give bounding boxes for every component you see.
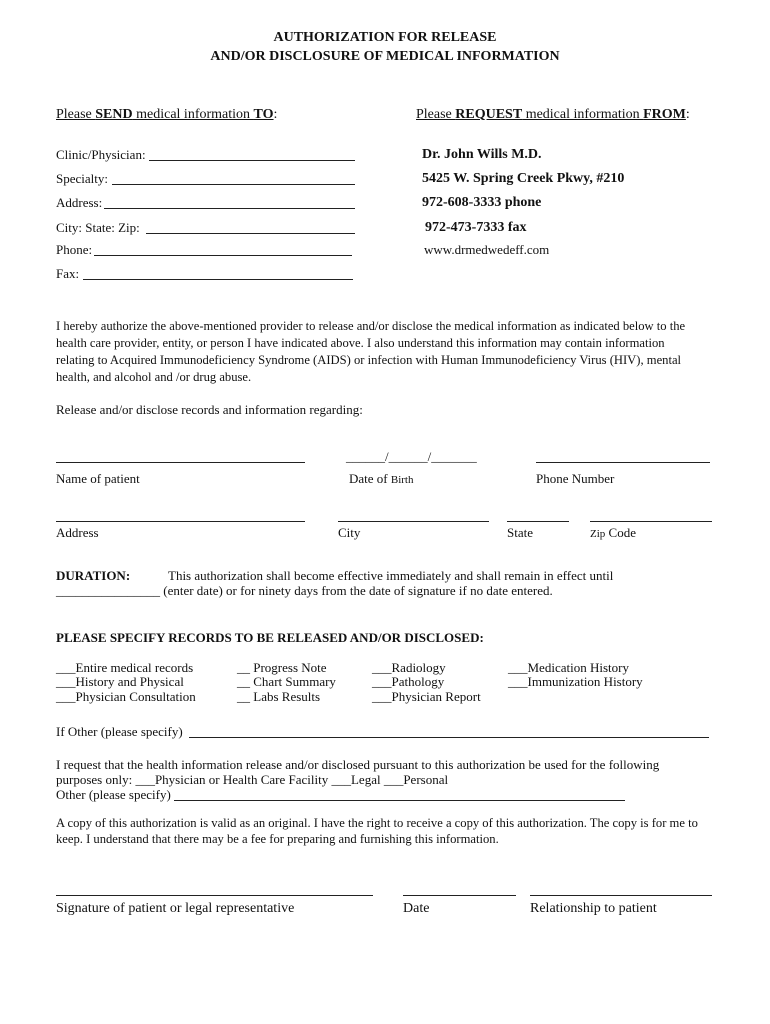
purpose-other-field[interactable] — [174, 800, 625, 801]
purpose-text-line-1: I request that the health information release and/or disclosed pursuant to this authorization be used for the following — [56, 757, 660, 772]
purpose-other-label: Other (please specify) — [56, 787, 171, 802]
patient-address-field[interactable] — [56, 521, 305, 522]
record-option-entire-medical-records[interactable]: ___Entire medical records — [56, 660, 194, 675]
patient-state-field[interactable] — [507, 521, 569, 522]
release-regarding-text: Release and/or disclose records and information regarding: — [56, 402, 363, 417]
form-title-line-2: AND/OR DISCLOSURE OF MEDICAL INFORMATION — [210, 49, 560, 64]
records-heading: PLEASE SPECIFY RECORDS TO BE RELEASED AND/OR DISCLOSED: — [56, 630, 484, 645]
relationship-field[interactable] — [530, 895, 712, 896]
provider-website: www.drmedwedeff.com — [424, 242, 550, 257]
provider-phone: 972-608-3333 phone — [422, 195, 542, 210]
specialty-field[interactable] — [112, 184, 355, 185]
other-records-label: If Other (please specify) — [56, 724, 183, 739]
patient-address-label: Address — [56, 525, 99, 540]
city-state-zip-label: City: State: Zip: — [56, 220, 140, 235]
other-records-field[interactable] — [189, 737, 709, 738]
record-option-physician-consultation[interactable]: ___Physician Consultation — [56, 689, 196, 704]
patient-city-label: City — [338, 525, 361, 540]
record-option-labs-results[interactable]: __ Labs Results — [237, 689, 321, 704]
record-option-immunization-history[interactable]: ___Immunization History — [508, 674, 643, 689]
specialty-label: Specialty: — [56, 171, 108, 186]
patient-state-label: State — [507, 525, 533, 540]
fax-field[interactable] — [83, 279, 353, 280]
patient-zip-field[interactable] — [590, 521, 712, 522]
provider-address: 5425 W. Spring Creek Pkwy, #210 — [422, 171, 625, 186]
patient-zip-label: Zip Code — [590, 525, 636, 540]
signature-date-label: Date — [403, 901, 430, 916]
purpose-options[interactable]: purposes only: ___Physician or Health Care Facility ___Legal ___Personal — [56, 772, 449, 787]
send-to-heading: Please SEND medical information TO: — [56, 107, 278, 122]
signature-date-field[interactable] — [403, 895, 516, 896]
duration-text-line-1: This authorization shall become effective immediately and shall remain in effect until — [168, 568, 614, 583]
provider-name: Dr. John Wills M.D. — [422, 147, 542, 162]
authorization-paragraph: I hereby authorize the above-mentioned provider to release and/or disclose the medical information as indicated below to the health care provider, entity, or person I have indicated above. I also understand this information may contain information relating to Acquired Immunodeficiency Syndrome (AIDS) or infection with Human Immunodeficiency Virus (HIV), mental health, and alcohol and /or drug abuse. — [56, 319, 686, 384]
copy-paragraph: A copy of this authorization is valid as an original. I have the right to receive a copy of this authorization. The copy is for me to keep. I understand that there may be a fee for preparing and furnishing this information. — [56, 816, 698, 846]
clinic-physician-field[interactable] — [149, 160, 355, 161]
date-of-birth-label: Date of Birth — [349, 471, 414, 486]
patient-name-label: Name of patient — [56, 471, 140, 486]
record-option-chart-summary[interactable]: __ Chart Summary — [237, 674, 336, 689]
request-from-heading: Please REQUEST medical information FROM: — [416, 107, 690, 122]
duration-label: DURATION: — [56, 568, 131, 583]
record-option-radiology[interactable]: ___Radiology — [372, 660, 446, 675]
signature-field[interactable] — [56, 895, 373, 896]
form-title-line-1: AUTHORIZATION FOR RELEASE — [273, 30, 497, 45]
provider-fax: 972-473-7333 fax — [425, 220, 527, 235]
patient-city-field[interactable] — [338, 521, 489, 522]
record-option-history-and-physical[interactable]: ___History and Physical — [56, 674, 184, 689]
signature-label: Signature of patient or legal representative — [56, 901, 295, 916]
address-field[interactable] — [104, 208, 355, 209]
clinic-physician-label: Clinic/Physician: — [56, 147, 146, 162]
patient-name-field[interactable] — [56, 462, 305, 463]
record-option-pathology[interactable]: ___Pathology — [372, 674, 445, 689]
record-option-medication-history[interactable]: ___Medication History — [508, 660, 629, 675]
date-of-birth-field[interactable]: ______/______/_______ — [346, 449, 477, 464]
fax-label: Fax: — [56, 266, 80, 281]
phone-number-label: Phone Number — [536, 471, 615, 486]
phone-number-field[interactable] — [536, 462, 710, 463]
duration-text-line-2[interactable]: ________________ (enter date) or for ninety days from the date of signature if no date entered. — [56, 583, 553, 598]
record-option-physician-report[interactable]: ___Physician Report — [372, 689, 481, 704]
city-state-zip-field[interactable] — [146, 233, 355, 234]
phone-field[interactable] — [94, 255, 352, 256]
record-option-progress-note[interactable]: __ Progress Note — [237, 660, 327, 675]
phone-label: Phone: — [56, 242, 93, 257]
address-label: Address: — [56, 195, 103, 210]
relationship-label: Relationship to patient — [530, 901, 657, 916]
